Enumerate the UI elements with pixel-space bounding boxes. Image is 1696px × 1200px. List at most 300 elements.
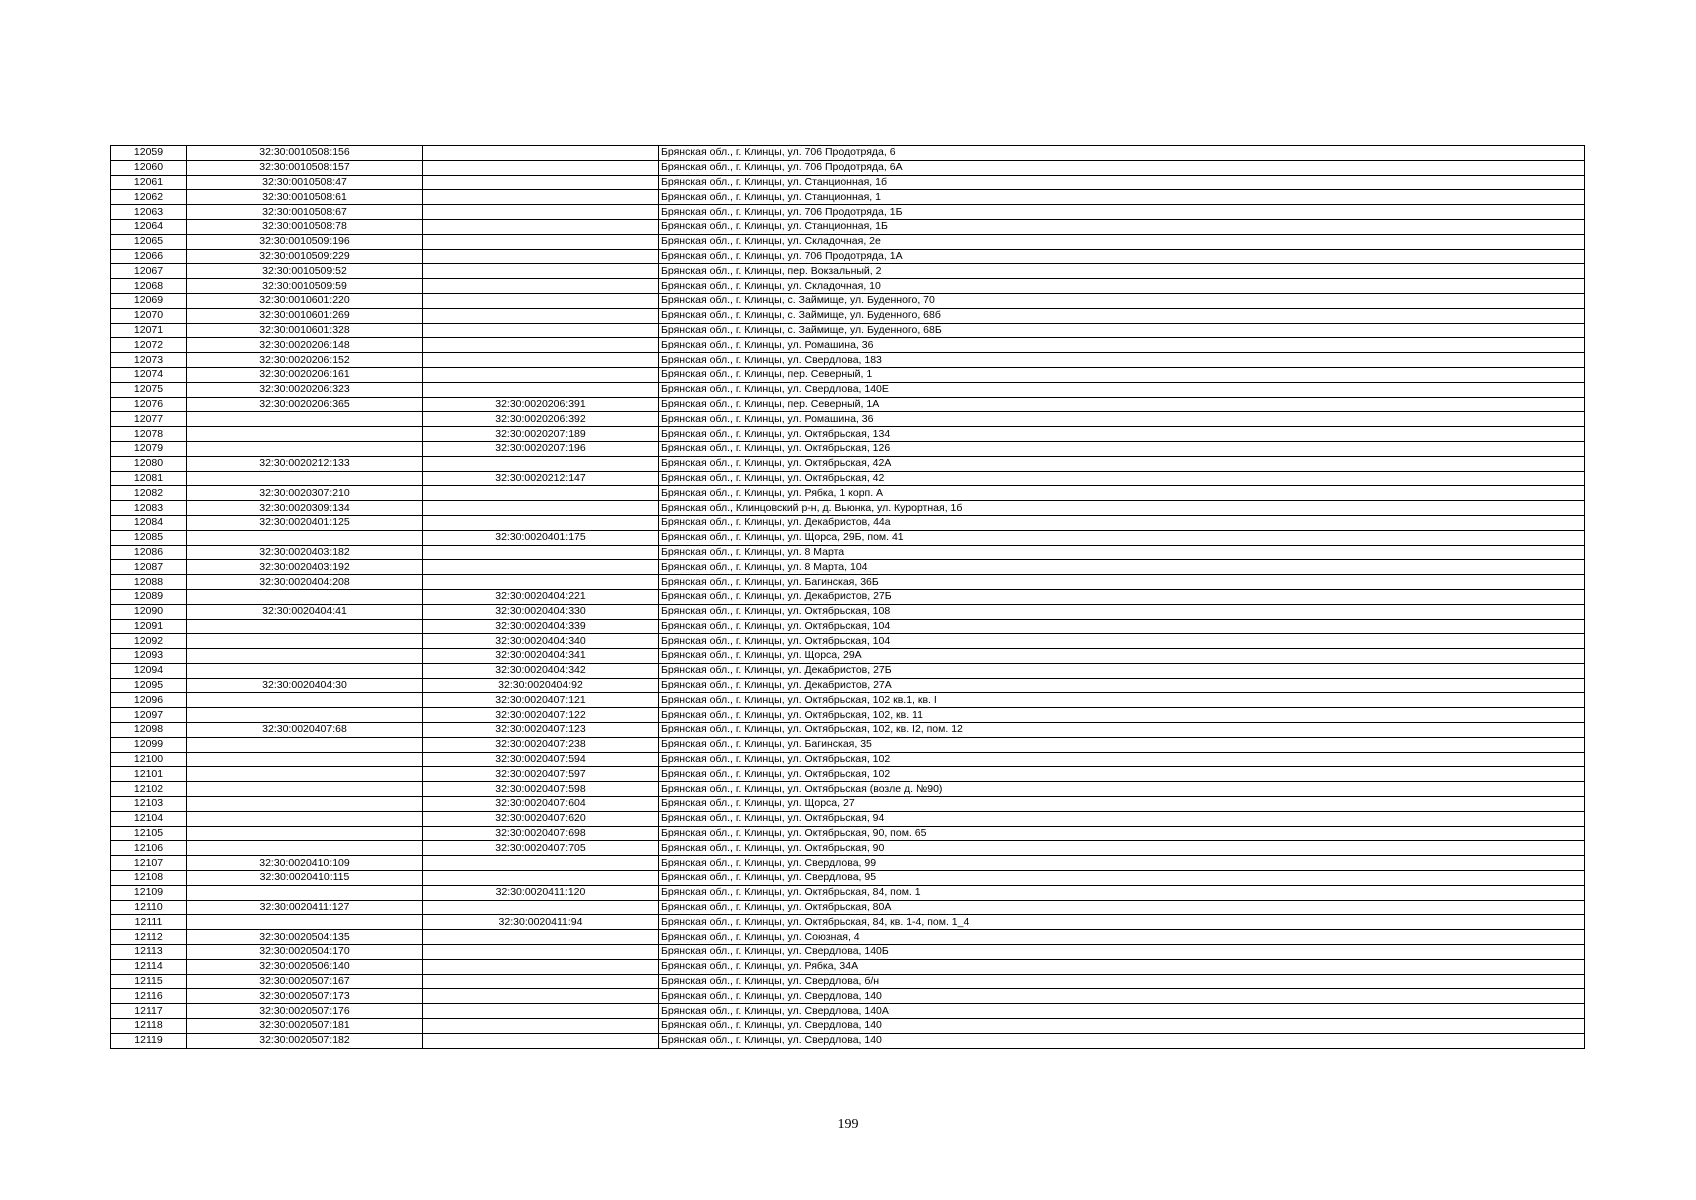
related-cadastral-number-cell — [423, 575, 659, 590]
address-cell: Брянская обл., г. Клинцы, ул. Октябрьская, 102, кв. 11 — [659, 708, 1585, 723]
address-cell: Брянская обл., г. Клинцы, ул. Декабристов, 44а — [659, 515, 1585, 530]
related-cadastral-number-cell — [423, 456, 659, 471]
related-cadastral-number-cell: 32:30:0020404:340 — [423, 634, 659, 649]
related-cadastral-number-cell: 32:30:0020407:604 — [423, 797, 659, 812]
row-number-cell: 12100 — [111, 752, 187, 767]
cadastral-number-cell: 32:30:0020206:161 — [187, 367, 423, 382]
cadastral-number-cell — [187, 752, 423, 767]
table-row — [111, 190, 1585, 205]
row-number-cell: 12097 — [111, 708, 187, 723]
table-row — [111, 1019, 1585, 1034]
table-row — [111, 279, 1585, 294]
related-cadastral-number-cell — [423, 190, 659, 205]
table-row — [111, 249, 1585, 264]
address-cell: Брянская обл., г. Клинцы, ул. Свердлова, 140 — [659, 989, 1585, 1004]
cadastral-number-cell: 32:30:0020206:323 — [187, 382, 423, 397]
cadastral-number-cell: 32:30:0020507:181 — [187, 1019, 423, 1034]
table-row — [111, 427, 1585, 442]
related-cadastral-number-cell: 32:30:0020404:339 — [423, 619, 659, 634]
row-number-cell: 12113 — [111, 945, 187, 960]
address-cell: Брянская обл., г. Клинцы, ул. Декабристов, 27А — [659, 678, 1585, 693]
table-row — [111, 900, 1585, 915]
cadastral-number-cell — [187, 708, 423, 723]
related-cadastral-number-cell — [423, 175, 659, 190]
cadastral-number-cell: 32:30:0010509:229 — [187, 249, 423, 264]
row-number-cell: 12069 — [111, 293, 187, 308]
table-row — [111, 619, 1585, 634]
cadastral-number-cell: 32:30:0010508:67 — [187, 205, 423, 220]
related-cadastral-number-cell: 32:30:0020401:175 — [423, 530, 659, 545]
address-cell: Брянская обл., г. Клинцы, ул. Свердлова, 140 — [659, 1033, 1585, 1048]
row-number-cell: 12074 — [111, 367, 187, 382]
row-number-cell: 12081 — [111, 471, 187, 486]
row-number-cell: 12090 — [111, 604, 187, 619]
address-cell: Брянская обл., г. Клинцы, ул. Октябрьская, 84, кв. 1-4, пом. 1_4 — [659, 915, 1585, 930]
address-cell: Брянская обл., г. Клинцы, ул. Октябрьская, 80А — [659, 900, 1585, 915]
table-row — [111, 234, 1585, 249]
table-row — [111, 308, 1585, 323]
address-cell: Брянская обл., г. Клинцы, ул. Багинская, 36Б — [659, 575, 1585, 590]
cadastral-number-cell: 32:30:0020507:182 — [187, 1033, 423, 1048]
row-number-cell: 12116 — [111, 989, 187, 1004]
address-cell: Брянская обл., г. Клинцы, ул. Щорса, 29Б, пом. 41 — [659, 530, 1585, 545]
related-cadastral-number-cell — [423, 353, 659, 368]
table-row — [111, 841, 1585, 856]
address-cell: Брянская обл., г. Клинцы, ул. Свердлова, 95 — [659, 871, 1585, 886]
cadastral-number-cell — [187, 412, 423, 427]
related-cadastral-number-cell: 32:30:0020411:120 — [423, 885, 659, 900]
address-cell: Брянская обл., г. Клинцы, ул. Рябка, 1 корп. А — [659, 486, 1585, 501]
related-cadastral-number-cell: 32:30:0020404:341 — [423, 649, 659, 664]
table-row — [111, 264, 1585, 279]
address-cell: Брянская обл., г. Клинцы, ул. Станционная, 1Б — [659, 219, 1585, 234]
row-number-cell: 12076 — [111, 397, 187, 412]
table-row — [111, 1033, 1585, 1048]
related-cadastral-number-cell — [423, 249, 659, 264]
address-cell: Брянская обл., г. Клинцы, ул. Октябрьская, 104 — [659, 619, 1585, 634]
row-number-cell: 12095 — [111, 678, 187, 693]
related-cadastral-number-cell — [423, 930, 659, 945]
cadastral-number-cell — [187, 915, 423, 930]
row-number-cell: 12080 — [111, 456, 187, 471]
address-cell: Брянская обл., г. Клинцы, ул. Щорса, 29А — [659, 649, 1585, 664]
related-cadastral-number-cell: 32:30:0020407:594 — [423, 752, 659, 767]
table-row — [111, 382, 1585, 397]
cadastral-number-cell — [187, 767, 423, 782]
cadastral-number-cell: 32:30:0010601:269 — [187, 308, 423, 323]
table-row — [111, 353, 1585, 368]
cadastral-number-cell — [187, 634, 423, 649]
table-row — [111, 678, 1585, 693]
address-cell: Брянская обл., г. Клинцы, ул. 706 Продотряда, 1Б — [659, 205, 1585, 220]
row-number-cell: 12115 — [111, 974, 187, 989]
cadastral-number-cell: 32:30:0020403:192 — [187, 560, 423, 575]
row-number-cell: 12078 — [111, 427, 187, 442]
address-cell: Брянская обл., г. Клинцы, ул. 706 Продотряда, 6 — [659, 146, 1585, 161]
related-cadastral-number-cell — [423, 1004, 659, 1019]
related-cadastral-number-cell — [423, 1019, 659, 1034]
address-cell: Брянская обл., г. Клинцы, ул. 8 Марта, 104 — [659, 560, 1585, 575]
cadastral-number-cell: 32:30:0020206:365 — [187, 397, 423, 412]
row-number-cell: 12083 — [111, 501, 187, 516]
address-cell: Брянская обл., г. Клинцы, ул. Станционная, 1б — [659, 175, 1585, 190]
related-cadastral-number-cell — [423, 856, 659, 871]
row-number-cell: 12098 — [111, 723, 187, 738]
row-number-cell: 12059 — [111, 146, 187, 161]
row-number-cell: 12110 — [111, 900, 187, 915]
table-row — [111, 767, 1585, 782]
cadastral-number-cell — [187, 441, 423, 456]
cadastral-number-cell: 32:30:0010509:196 — [187, 234, 423, 249]
row-number-cell: 12118 — [111, 1019, 187, 1034]
row-number-cell: 12119 — [111, 1033, 187, 1048]
address-cell: Брянская обл., г. Клинцы, ул. Ромашина, 36 — [659, 338, 1585, 353]
row-number-cell: 12093 — [111, 649, 187, 664]
related-cadastral-number-cell — [423, 264, 659, 279]
address-cell: Брянская обл., Клинцовский р-н, д. Вьюнка, ул. Курортная, 1б — [659, 501, 1585, 516]
cadastral-number-cell: 32:30:0020504:135 — [187, 930, 423, 945]
table-row — [111, 219, 1585, 234]
address-cell: Брянская обл., г. Клинцы, ул. Октябрьская, 84, пом. 1 — [659, 885, 1585, 900]
table-row — [111, 575, 1585, 590]
cadastral-number-cell: 32:30:0020507:176 — [187, 1004, 423, 1019]
table-row — [111, 367, 1585, 382]
related-cadastral-number-cell — [423, 515, 659, 530]
related-cadastral-number-cell — [423, 308, 659, 323]
row-number-cell: 12070 — [111, 308, 187, 323]
row-number-cell: 12092 — [111, 634, 187, 649]
table-row — [111, 663, 1585, 678]
row-number-cell: 12067 — [111, 264, 187, 279]
address-cell: Брянская обл., г. Клинцы, ул. Октябрьская, 94 — [659, 811, 1585, 826]
address-cell: Брянская обл., г. Клинцы, ул. Багинская, 35 — [659, 737, 1585, 752]
address-cell: Брянская обл., г. Клинцы, с. Займище, ул. Буденного, 68Б — [659, 323, 1585, 338]
table-row — [111, 338, 1585, 353]
row-number-cell: 12073 — [111, 353, 187, 368]
row-number-cell: 12084 — [111, 515, 187, 530]
table-row — [111, 160, 1585, 175]
row-number-cell: 12099 — [111, 737, 187, 752]
related-cadastral-number-cell: 32:30:0020404:221 — [423, 589, 659, 604]
address-cell: Брянская обл., г. Клинцы, ул. Октябрьская, 102 кв.1, кв. I — [659, 693, 1585, 708]
row-number-cell: 12075 — [111, 382, 187, 397]
address-cell: Брянская обл., г. Клинцы, ул. Ромашина, 36 — [659, 412, 1585, 427]
row-number-cell: 12094 — [111, 663, 187, 678]
row-number-cell: 12079 — [111, 441, 187, 456]
cadastral-number-cell: 32:30:0010601:328 — [187, 323, 423, 338]
cadastral-number-cell: 32:30:0020206:152 — [187, 353, 423, 368]
cadastral-number-cell: 32:30:0010508:157 — [187, 160, 423, 175]
page-number: 199 — [837, 1117, 859, 1132]
table-row — [111, 649, 1585, 664]
related-cadastral-number-cell: 32:30:0020407:597 — [423, 767, 659, 782]
address-cell: Брянская обл., г. Клинцы, пер. Северный, 1А — [659, 397, 1585, 412]
row-number-cell: 12111 — [111, 915, 187, 930]
cadastral-number-cell — [187, 811, 423, 826]
table-row — [111, 1004, 1585, 1019]
cadastral-number-cell: 32:30:0020212:133 — [187, 456, 423, 471]
related-cadastral-number-cell — [423, 323, 659, 338]
row-number-cell: 12096 — [111, 693, 187, 708]
cadastral-number-cell — [187, 649, 423, 664]
cadastral-number-cell — [187, 885, 423, 900]
related-cadastral-number-cell — [423, 367, 659, 382]
address-cell: Брянская обл., г. Клинцы, ул. Октябрьская (возле д. №90) — [659, 782, 1585, 797]
table-row — [111, 397, 1585, 412]
address-cell: Брянская обл., г. Клинцы, ул. Свердлова, 183 — [659, 353, 1585, 368]
cadastral-number-cell — [187, 693, 423, 708]
row-number-cell: 12114 — [111, 959, 187, 974]
cadastral-number-cell: 32:30:0020404:30 — [187, 678, 423, 693]
table-row — [111, 471, 1585, 486]
related-cadastral-number-cell: 32:30:0020206:392 — [423, 412, 659, 427]
table-row — [111, 708, 1585, 723]
row-number-cell: 12085 — [111, 530, 187, 545]
cadastral-number-cell — [187, 663, 423, 678]
cadastral-number-cell: 32:30:0010601:220 — [187, 293, 423, 308]
row-number-cell: 12109 — [111, 885, 187, 900]
table-row — [111, 871, 1585, 886]
row-number-cell: 12077 — [111, 412, 187, 427]
table-row — [111, 856, 1585, 871]
related-cadastral-number-cell: 32:30:0020407:705 — [423, 841, 659, 856]
related-cadastral-number-cell — [423, 279, 659, 294]
address-cell: Брянская обл., г. Клинцы, ул. Свердлова, б/н — [659, 974, 1585, 989]
cadastral-number-cell: 32:30:0020407:68 — [187, 723, 423, 738]
registry-table-body — [111, 146, 1585, 1049]
cadastral-number-cell: 32:30:0020307:210 — [187, 486, 423, 501]
cadastral-number-cell — [187, 797, 423, 812]
table-row — [111, 545, 1585, 560]
related-cadastral-number-cell: 32:30:0020404:342 — [423, 663, 659, 678]
related-cadastral-number-cell — [423, 501, 659, 516]
related-cadastral-number-cell: 32:30:0020407:122 — [423, 708, 659, 723]
address-cell: Брянская обл., г. Клинцы, ул. Декабристов, 27Б — [659, 589, 1585, 604]
table-row — [111, 885, 1585, 900]
cadastral-number-cell: 32:30:0020411:127 — [187, 900, 423, 915]
table-row — [111, 441, 1585, 456]
cadastral-number-cell: 32:30:0020401:125 — [187, 515, 423, 530]
related-cadastral-number-cell: 32:30:0020404:330 — [423, 604, 659, 619]
address-cell: Брянская обл., г. Клинцы, ул. Октябрьская, 102, кв. I2, пом. 12 — [659, 723, 1585, 738]
cadastral-number-cell: 32:30:0010508:47 — [187, 175, 423, 190]
address-cell: Брянская обл., г. Клинцы, ул. Свердлова, 99 — [659, 856, 1585, 871]
cadastral-number-cell — [187, 530, 423, 545]
cadastral-number-cell: 32:30:0020507:173 — [187, 989, 423, 1004]
related-cadastral-number-cell: 32:30:0020206:391 — [423, 397, 659, 412]
cadastral-number-cell: 32:30:0020410:109 — [187, 856, 423, 871]
cadastral-number-cell: 32:30:0020309:134 — [187, 501, 423, 516]
table-row — [111, 530, 1585, 545]
address-cell: Брянская обл., г. Клинцы, ул. Свердлова, 140Е — [659, 382, 1585, 397]
table-row — [111, 797, 1585, 812]
address-cell: Брянская обл., г. Клинцы, ул. Станционная, 1 — [659, 190, 1585, 205]
related-cadastral-number-cell: 32:30:0020212:147 — [423, 471, 659, 486]
related-cadastral-number-cell — [423, 1033, 659, 1048]
address-cell: Брянская обл., г. Клинцы, ул. Октябрьская, 134 — [659, 427, 1585, 442]
cadastral-number-cell: 32:30:0020404:208 — [187, 575, 423, 590]
related-cadastral-number-cell — [423, 293, 659, 308]
address-cell: Брянская обл., г. Клинцы, ул. Декабристов, 27Б — [659, 663, 1585, 678]
related-cadastral-number-cell — [423, 974, 659, 989]
row-number-cell: 12062 — [111, 190, 187, 205]
table-row — [111, 693, 1585, 708]
cadastral-number-cell: 32:30:0010509:59 — [187, 279, 423, 294]
cadastral-number-cell — [187, 471, 423, 486]
table-row — [111, 560, 1585, 575]
table-row — [111, 456, 1585, 471]
address-cell: Брянская обл., г. Клинцы, ул. Октябрьская, 126 — [659, 441, 1585, 456]
table-row — [111, 930, 1585, 945]
table-row — [111, 604, 1585, 619]
cadastral-number-cell — [187, 619, 423, 634]
related-cadastral-number-cell — [423, 205, 659, 220]
address-cell: Брянская обл., г. Клинцы, ул. Октябрьская, 90, пом. 65 — [659, 826, 1585, 841]
address-cell: Брянская обл., г. Клинцы, пер. Вокзальный, 2 — [659, 264, 1585, 279]
related-cadastral-number-cell — [423, 160, 659, 175]
row-number-cell: 12068 — [111, 279, 187, 294]
address-cell: Брянская обл., г. Клинцы, с. Займище, ул. Буденного, 68б — [659, 308, 1585, 323]
cadastral-number-cell — [187, 589, 423, 604]
related-cadastral-number-cell: 32:30:0020207:196 — [423, 441, 659, 456]
cadastral-number-cell: 32:30:0010509:52 — [187, 264, 423, 279]
cadastral-number-cell: 32:30:0020206:148 — [187, 338, 423, 353]
address-cell: Брянская обл., г. Клинцы, ул. 706 Продотряда, 6А — [659, 160, 1585, 175]
cadastral-number-cell — [187, 737, 423, 752]
registry-table — [110, 145, 1585, 1049]
address-cell: Брянская обл., г. Клинцы, ул. Свердлова, 140А — [659, 1004, 1585, 1019]
related-cadastral-number-cell — [423, 900, 659, 915]
row-number-cell: 12088 — [111, 575, 187, 590]
table-row — [111, 974, 1585, 989]
cadastral-number-cell — [187, 826, 423, 841]
related-cadastral-number-cell: 32:30:0020407:620 — [423, 811, 659, 826]
row-number-cell: 12117 — [111, 1004, 187, 1019]
row-number-cell: 12065 — [111, 234, 187, 249]
address-cell: Брянская обл., г. Клинцы, ул. Щорса, 27 — [659, 797, 1585, 812]
table-row — [111, 323, 1585, 338]
table-row — [111, 634, 1585, 649]
cadastral-number-cell — [187, 427, 423, 442]
related-cadastral-number-cell — [423, 945, 659, 960]
row-number-cell: 12102 — [111, 782, 187, 797]
table-row — [111, 589, 1585, 604]
address-cell: Брянская обл., г. Клинцы, ул. Складочная, 10 — [659, 279, 1585, 294]
address-cell: Брянская обл., г. Клинцы, ул. Октябрьская, 90 — [659, 841, 1585, 856]
address-cell: Брянская обл., г. Клинцы, ул. Октябрьская, 42 — [659, 471, 1585, 486]
related-cadastral-number-cell — [423, 338, 659, 353]
row-number-cell: 12108 — [111, 871, 187, 886]
address-cell: Брянская обл., г. Клинцы, ул. 8 Марта — [659, 545, 1585, 560]
table-row — [111, 811, 1585, 826]
table-row — [111, 737, 1585, 752]
address-cell: Брянская обл., г. Клинцы, с. Займище, ул. Буденного, 70 — [659, 293, 1585, 308]
related-cadastral-number-cell — [423, 146, 659, 161]
cadastral-number-cell: 32:30:0010508:78 — [187, 219, 423, 234]
related-cadastral-number-cell — [423, 871, 659, 886]
cadastral-number-cell: 32:30:0020507:167 — [187, 974, 423, 989]
address-cell: Брянская обл., г. Клинцы, ул. 706 Продотряда, 1А — [659, 249, 1585, 264]
related-cadastral-number-cell: 32:30:0020407:698 — [423, 826, 659, 841]
table-row — [111, 826, 1585, 841]
related-cadastral-number-cell — [423, 382, 659, 397]
table-row — [111, 945, 1585, 960]
related-cadastral-number-cell: 32:30:0020407:123 — [423, 723, 659, 738]
row-number-cell: 12064 — [111, 219, 187, 234]
row-number-cell: 12072 — [111, 338, 187, 353]
related-cadastral-number-cell: 32:30:0020407:121 — [423, 693, 659, 708]
address-cell: Брянская обл., г. Клинцы, ул. Свердлова, 140 — [659, 1019, 1585, 1034]
row-number-cell: 12105 — [111, 826, 187, 841]
related-cadastral-number-cell — [423, 486, 659, 501]
related-cadastral-number-cell — [423, 545, 659, 560]
table-row — [111, 752, 1585, 767]
row-number-cell: 12061 — [111, 175, 187, 190]
table-row — [111, 501, 1585, 516]
cadastral-number-cell: 32:30:0010508:61 — [187, 190, 423, 205]
cadastral-number-cell — [187, 841, 423, 856]
address-cell: Брянская обл., г. Клинцы, ул. Складочная, 2е — [659, 234, 1585, 249]
address-cell: Брянская обл., г. Клинцы, ул. Свердлова, 140Б — [659, 945, 1585, 960]
row-number-cell: 12091 — [111, 619, 187, 634]
table-row — [111, 412, 1585, 427]
row-number-cell: 12082 — [111, 486, 187, 501]
address-cell: Брянская обл., г. Клинцы, ул. Октябрьская, 108 — [659, 604, 1585, 619]
related-cadastral-number-cell: 32:30:0020404:92 — [423, 678, 659, 693]
address-cell: Брянская обл., г. Клинцы, ул. Октябрьская, 42А — [659, 456, 1585, 471]
row-number-cell: 12066 — [111, 249, 187, 264]
row-number-cell: 12089 — [111, 589, 187, 604]
table-row — [111, 515, 1585, 530]
related-cadastral-number-cell: 32:30:0020407:238 — [423, 737, 659, 752]
table-row — [111, 175, 1585, 190]
address-cell: Брянская обл., г. Клинцы, ул. Рябка, 34А — [659, 959, 1585, 974]
table-row — [111, 293, 1585, 308]
table-row — [111, 959, 1585, 974]
related-cadastral-number-cell — [423, 234, 659, 249]
address-cell: Брянская обл., г. Клинцы, ул. Октябрьская, 102 — [659, 767, 1585, 782]
table-row — [111, 486, 1585, 501]
row-number-cell: 12112 — [111, 930, 187, 945]
address-cell: Брянская обл., г. Клинцы, ул. Союзная, 4 — [659, 930, 1585, 945]
row-number-cell: 12071 — [111, 323, 187, 338]
table-row — [111, 782, 1585, 797]
row-number-cell: 12086 — [111, 545, 187, 560]
row-number-cell: 12107 — [111, 856, 187, 871]
related-cadastral-number-cell — [423, 989, 659, 1004]
cadastral-number-cell: 32:30:0010508:156 — [187, 146, 423, 161]
related-cadastral-number-cell: 32:30:0020407:598 — [423, 782, 659, 797]
row-number-cell: 12103 — [111, 797, 187, 812]
address-cell: Брянская обл., г. Клинцы, ул. Октябрьская, 102 — [659, 752, 1585, 767]
row-number-cell: 12101 — [111, 767, 187, 782]
related-cadastral-number-cell — [423, 219, 659, 234]
row-number-cell: 12104 — [111, 811, 187, 826]
cadastral-number-cell — [187, 782, 423, 797]
table-row — [111, 989, 1585, 1004]
address-cell: Брянская обл., г. Клинцы, ул. Октябрьская, 104 — [659, 634, 1585, 649]
table-row — [111, 205, 1585, 220]
table-row — [111, 723, 1585, 738]
table-row — [111, 915, 1585, 930]
table-row — [111, 146, 1585, 161]
row-number-cell: 12106 — [111, 841, 187, 856]
cadastral-number-cell: 32:30:0020506:140 — [187, 959, 423, 974]
related-cadastral-number-cell — [423, 959, 659, 974]
related-cadastral-number-cell: 32:30:0020207:189 — [423, 427, 659, 442]
related-cadastral-number-cell — [423, 560, 659, 575]
cadastral-number-cell: 32:30:0020504:170 — [187, 945, 423, 960]
